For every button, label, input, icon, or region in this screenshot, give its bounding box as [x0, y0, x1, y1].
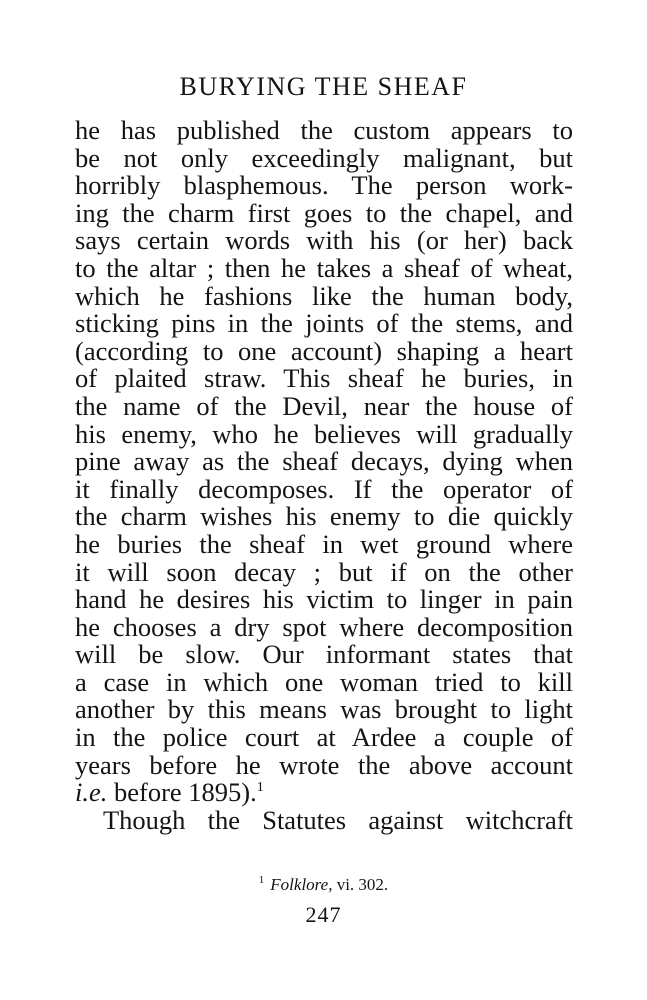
text-line: it finally decomposes. If the operator of [75, 473, 573, 504]
text-line: (according to one account) shaping a heart [75, 335, 573, 366]
footnote-source-title: Folklore, [270, 875, 333, 894]
text-line: another by this means was brought to light [75, 694, 573, 725]
footnote-citation: vi. 302. [332, 875, 389, 894]
text-line: says certain words with his (or her) back [75, 225, 573, 256]
footnote-reference: 1 [256, 780, 264, 796]
text-line: the name of the Devil, near the house of [75, 390, 573, 421]
text-line: will be slow. Our informant states that [75, 639, 573, 670]
paragraph-end-line [75, 779, 573, 807]
text-line: years before he wrote the above account [75, 749, 573, 780]
text-line: horribly blasphemous. The person work- [75, 170, 573, 201]
text-line: pine away as the sheaf decays, dying when [75, 446, 573, 477]
text-line: which he fashions like the human body, [75, 280, 573, 311]
text-line: he buries the sheaf in wet ground where [75, 528, 573, 559]
running-head: BURYING THE SHEAF [179, 72, 468, 101]
text-line: hand he desires his victim to linger in pain [75, 584, 573, 615]
text-line: his enemy, who he believes will gradually [75, 418, 573, 449]
text-line: ing the charm first goes to the chapel, and [75, 197, 573, 228]
text-line: of plaited straw. This sheaf he buries, in [75, 363, 573, 394]
body-text [75, 117, 573, 834]
text-line: in the police court at Ardee a couple of [75, 722, 573, 753]
text-line: it will soon decay ; but if on the other [75, 556, 573, 587]
footnote-mark: 1 [258, 874, 265, 887]
text-line: the charm wishes his enemy to die quickly [75, 501, 573, 532]
ie-abbrev: i.e. [75, 777, 108, 808]
text-line: he chooses a dry spot where decomposition [75, 611, 573, 642]
paragraph-start-line: Though the Statutes against witchcraft [103, 804, 573, 835]
text-line: sticking pins in the joints of the stems, and [75, 308, 573, 339]
text-line: a case in which one woman tried to kill [75, 666, 573, 697]
text-line: he has published the custom appears to [75, 115, 573, 145]
text-line: be not only exceedingly malignant, but [75, 142, 573, 173]
text-line: to the altar ; then he takes a sheaf of wheat, [75, 252, 573, 283]
page-number: 247 [305, 902, 342, 927]
footnote [0, 875, 647, 895]
paragraph-end-text: before 1895). [107, 777, 257, 808]
